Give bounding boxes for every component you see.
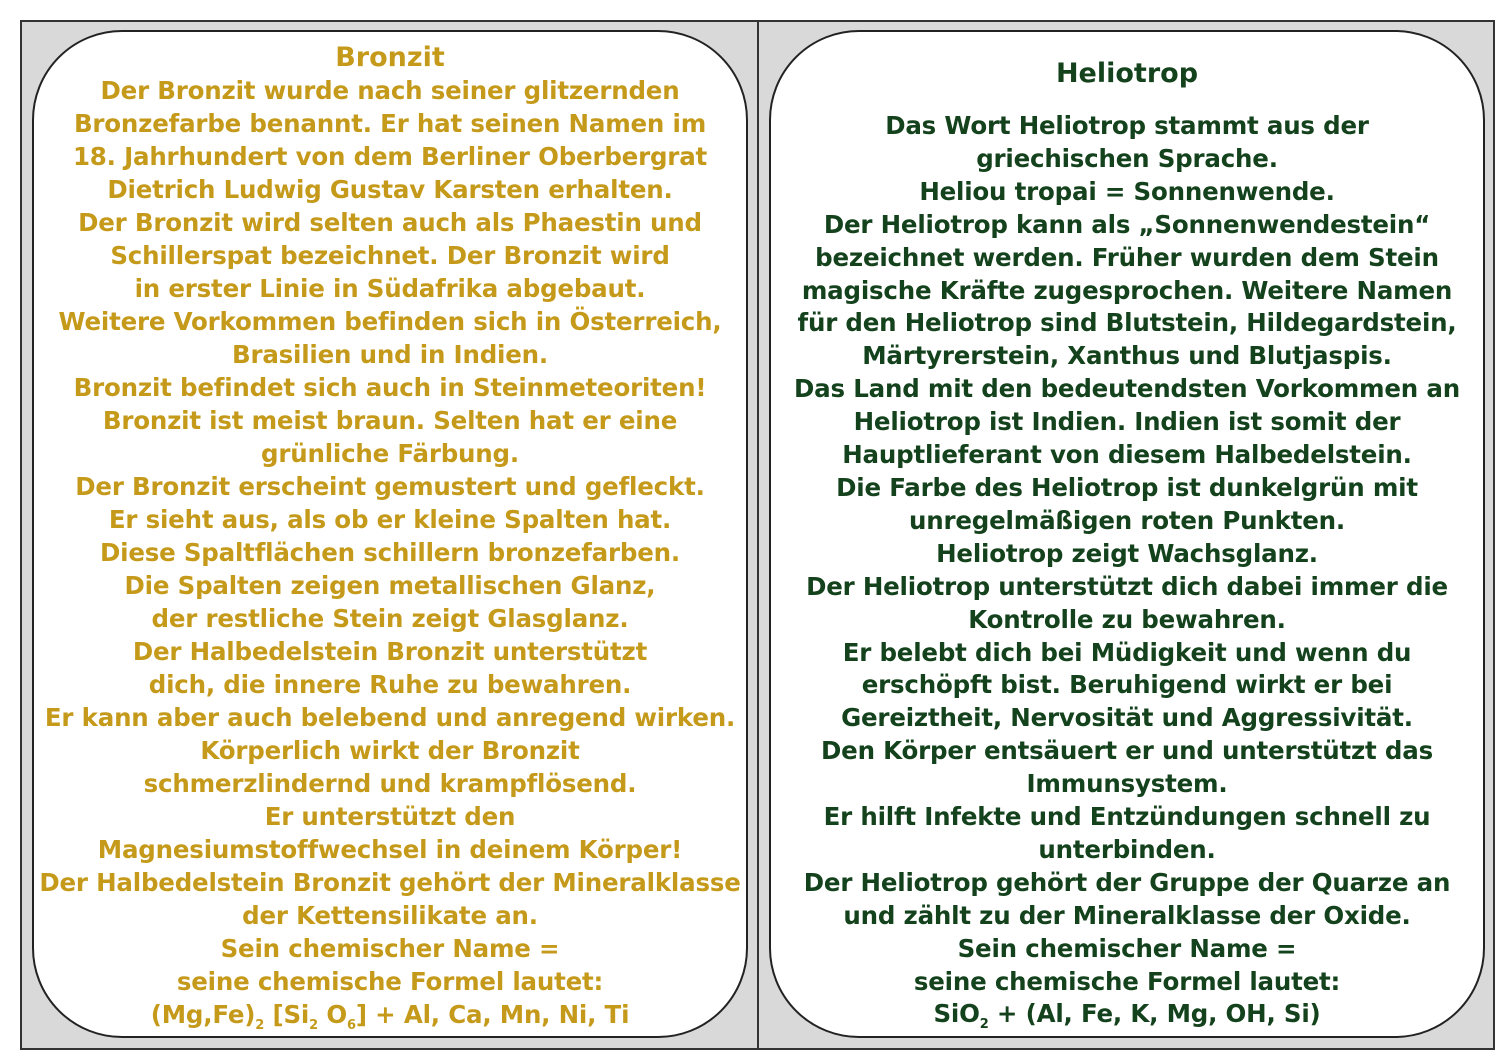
heliotrop-text-line: griechischen Sprache. [976, 143, 1278, 173]
formula-subscript: 2 [979, 1017, 989, 1033]
bronzit-text-line: Die Spalten zeigen metallischen Glanz, [124, 571, 656, 600]
bronzit-text-line: Er sieht aus, als ob er kleine Spalten hat. [108, 505, 672, 534]
formula-subscript: 2 [255, 1017, 265, 1033]
heliotrop-text-line: Hauptlieferant von diesem Halbedelstein. [842, 440, 1412, 470]
left-panel [22, 22, 759, 1048]
heliotrop-text-line: Die Farbe des Heliotrop ist dunkelgrün mit [836, 472, 1418, 502]
bronzit-text-line: Bronzit ist meist braun. Selten hat er eine [102, 406, 678, 435]
heliotrop-text-line: Das Land mit den bedeutendsten Vorkommen an [794, 374, 1460, 404]
heliotrop-text-line: Heliotrop ist Indien. Indien ist somit der [853, 407, 1401, 437]
heliotrop-title: Heliotrop [1055, 58, 1199, 89]
bronzit-text-line: Der Bronzit erscheint gemustert und gefleckt. [75, 472, 705, 501]
heliotrop-text-line: Heliou tropai = Sonnenwende. [919, 176, 1335, 206]
card-sheet [20, 20, 1495, 1050]
formula-text: O [318, 1000, 347, 1029]
heliotrop-text-line: Immunsystem. [1026, 769, 1228, 799]
heliotrop-text [794, 110, 1460, 998]
heliotrop-text-line: bezeichnet werden. Früher wurden dem Stein [815, 242, 1439, 272]
heliotrop-text-line: Den Körper entsäuert er und unterstützt das [821, 736, 1433, 766]
heliotrop-card [769, 30, 1485, 1038]
bronzit-text-line: Diese Spaltflächen schillern bronzefarben. [99, 538, 680, 567]
heliotrop-text-line: Heliotrop zeigt Wachsglanz. [936, 538, 1318, 568]
formula-text: (Mg,Fe) [150, 1000, 256, 1029]
bronzit-formula [151, 998, 630, 1042]
bronzit-text-line: Dietrich Ludwig Gustav Karsten erhalten. [107, 175, 673, 204]
formula-subscript: 6 [346, 1017, 356, 1033]
bronzit-text-line: der Kettensilikate an. [242, 901, 538, 930]
right-panel [759, 22, 1493, 1048]
bronzit-text-line: Der Bronzit wurde nach seiner glitzernden [100, 76, 680, 105]
bronzit-text-line: Bronzit befindet sich auch in Steinmeteoriten! [73, 373, 707, 402]
formula-subscript: 2 [309, 1017, 318, 1033]
bronzit-text-line: Er kann aber auch belebend und anregend wirken. [44, 703, 736, 732]
bronzit-text-line: Bronzefarbe benannt. Er hat seinen Namen im [73, 109, 707, 138]
heliotrop-text-line: Märtyrerstein, Xanthus und Blutjaspis. [862, 341, 1392, 371]
heliotrop-text-line: Der Heliotrop gehört der Gruppe der Quarze an [803, 867, 1451, 897]
bronzit-text-line: Der Halbedelstein Bronzit unterstützt [132, 637, 648, 666]
bronzit-text-line: Er unterstützt den [264, 802, 516, 831]
bronzit-text-line: Körperlich wirkt der Bronzit [200, 736, 580, 765]
bronzit-card [32, 30, 748, 1038]
heliotrop-text-line: erschöpft bist. Beruhigend wirkt er bei [861, 670, 1393, 700]
heliotrop-text-line: unterbinden. [1038, 834, 1216, 864]
bronzit-text-line: 18. Jahrhundert von dem Berliner Oberbergrat [72, 142, 708, 171]
bronzit-text-line: grünliche Färbung. [260, 439, 519, 468]
bronzit-text-line: Der Halbedelstein Bronzit gehört der Mineralklasse [39, 868, 741, 897]
heliotrop-text-line: unregelmäßigen roten Punkten. [909, 505, 1345, 535]
bronzit-text-line: schmerzlindernd und krampflösend. [143, 769, 637, 798]
heliotrop-text-line: Der Heliotrop kann als „Sonnenwendestein“ [823, 209, 1431, 239]
bronzit-text-line: Magnesiumstoffwechsel in deinem Körper! [97, 835, 683, 864]
bronzit-text-line: der restliche Stein zeigt Glasglanz. [151, 604, 629, 633]
bronzit-text-line: in erster Linie in Südafrika abgebaut. [134, 274, 646, 303]
formula-text: [Si [264, 1000, 310, 1029]
bronzit-text-line: dich, die innere Ruhe zu bewahren. [148, 670, 632, 699]
heliotrop-text-line: Der Heliotrop unterstützt dich dabei immer die [806, 571, 1448, 601]
heliotrop-text-line: Das Wort Heliotrop stammt aus der [885, 111, 1369, 140]
bronzit-text-line: seine chemische Formel lautet: [176, 967, 604, 996]
bronzit-text-line: Der Bronzit wird selten auch als Phaestin und [78, 208, 702, 237]
heliotrop-text-line: Kontrolle zu bewahren. [968, 604, 1286, 634]
bronzit-text-line: Sein chemischer Name = [220, 934, 560, 963]
heliotrop-text-line: Er belebt dich bei Müdigkeit und wenn du [842, 637, 1412, 667]
bronzit-text-line: Brasilien und in Indien. [231, 340, 549, 369]
heliotrop-text-line: für den Heliotrop sind Blutstein, Hildegardstein, [797, 308, 1457, 338]
heliotrop-text-line: magische Kräfte zugesprochen. Weitere Namen [801, 275, 1453, 305]
heliotrop-text-line: seine chemische Formel lautet: [913, 966, 1341, 996]
bronzit-text-line: Schillerspat bezeichnet. Der Bronzit wird [110, 241, 670, 270]
heliotrop-formula [933, 998, 1320, 1042]
heliotrop-text-line: und zählt zu der Mineralklasse der Oxide. [843, 900, 1411, 930]
heliotrop-text-line: Sein chemischer Name = [957, 933, 1297, 963]
formula-text: ] + Al, Ca, Mn, Ni, Ti [355, 1000, 630, 1029]
formula-text: SiO [933, 999, 980, 1029]
bronzit-text-line: Weitere Vorkommen befinden sich in Österreich, [58, 307, 722, 336]
heliotrop-text-line: Gereiztheit, Nervosität und Aggressivität. [841, 703, 1413, 733]
bronzit-text [39, 74, 740, 998]
bronzit-title: Bronzit [335, 42, 445, 73]
heliotrop-text-line: Er hilft Infekte und Entzündungen schnell zu [823, 802, 1431, 832]
formula-text: + (Al, Fe, K, Mg, OH, Si) [988, 999, 1321, 1029]
